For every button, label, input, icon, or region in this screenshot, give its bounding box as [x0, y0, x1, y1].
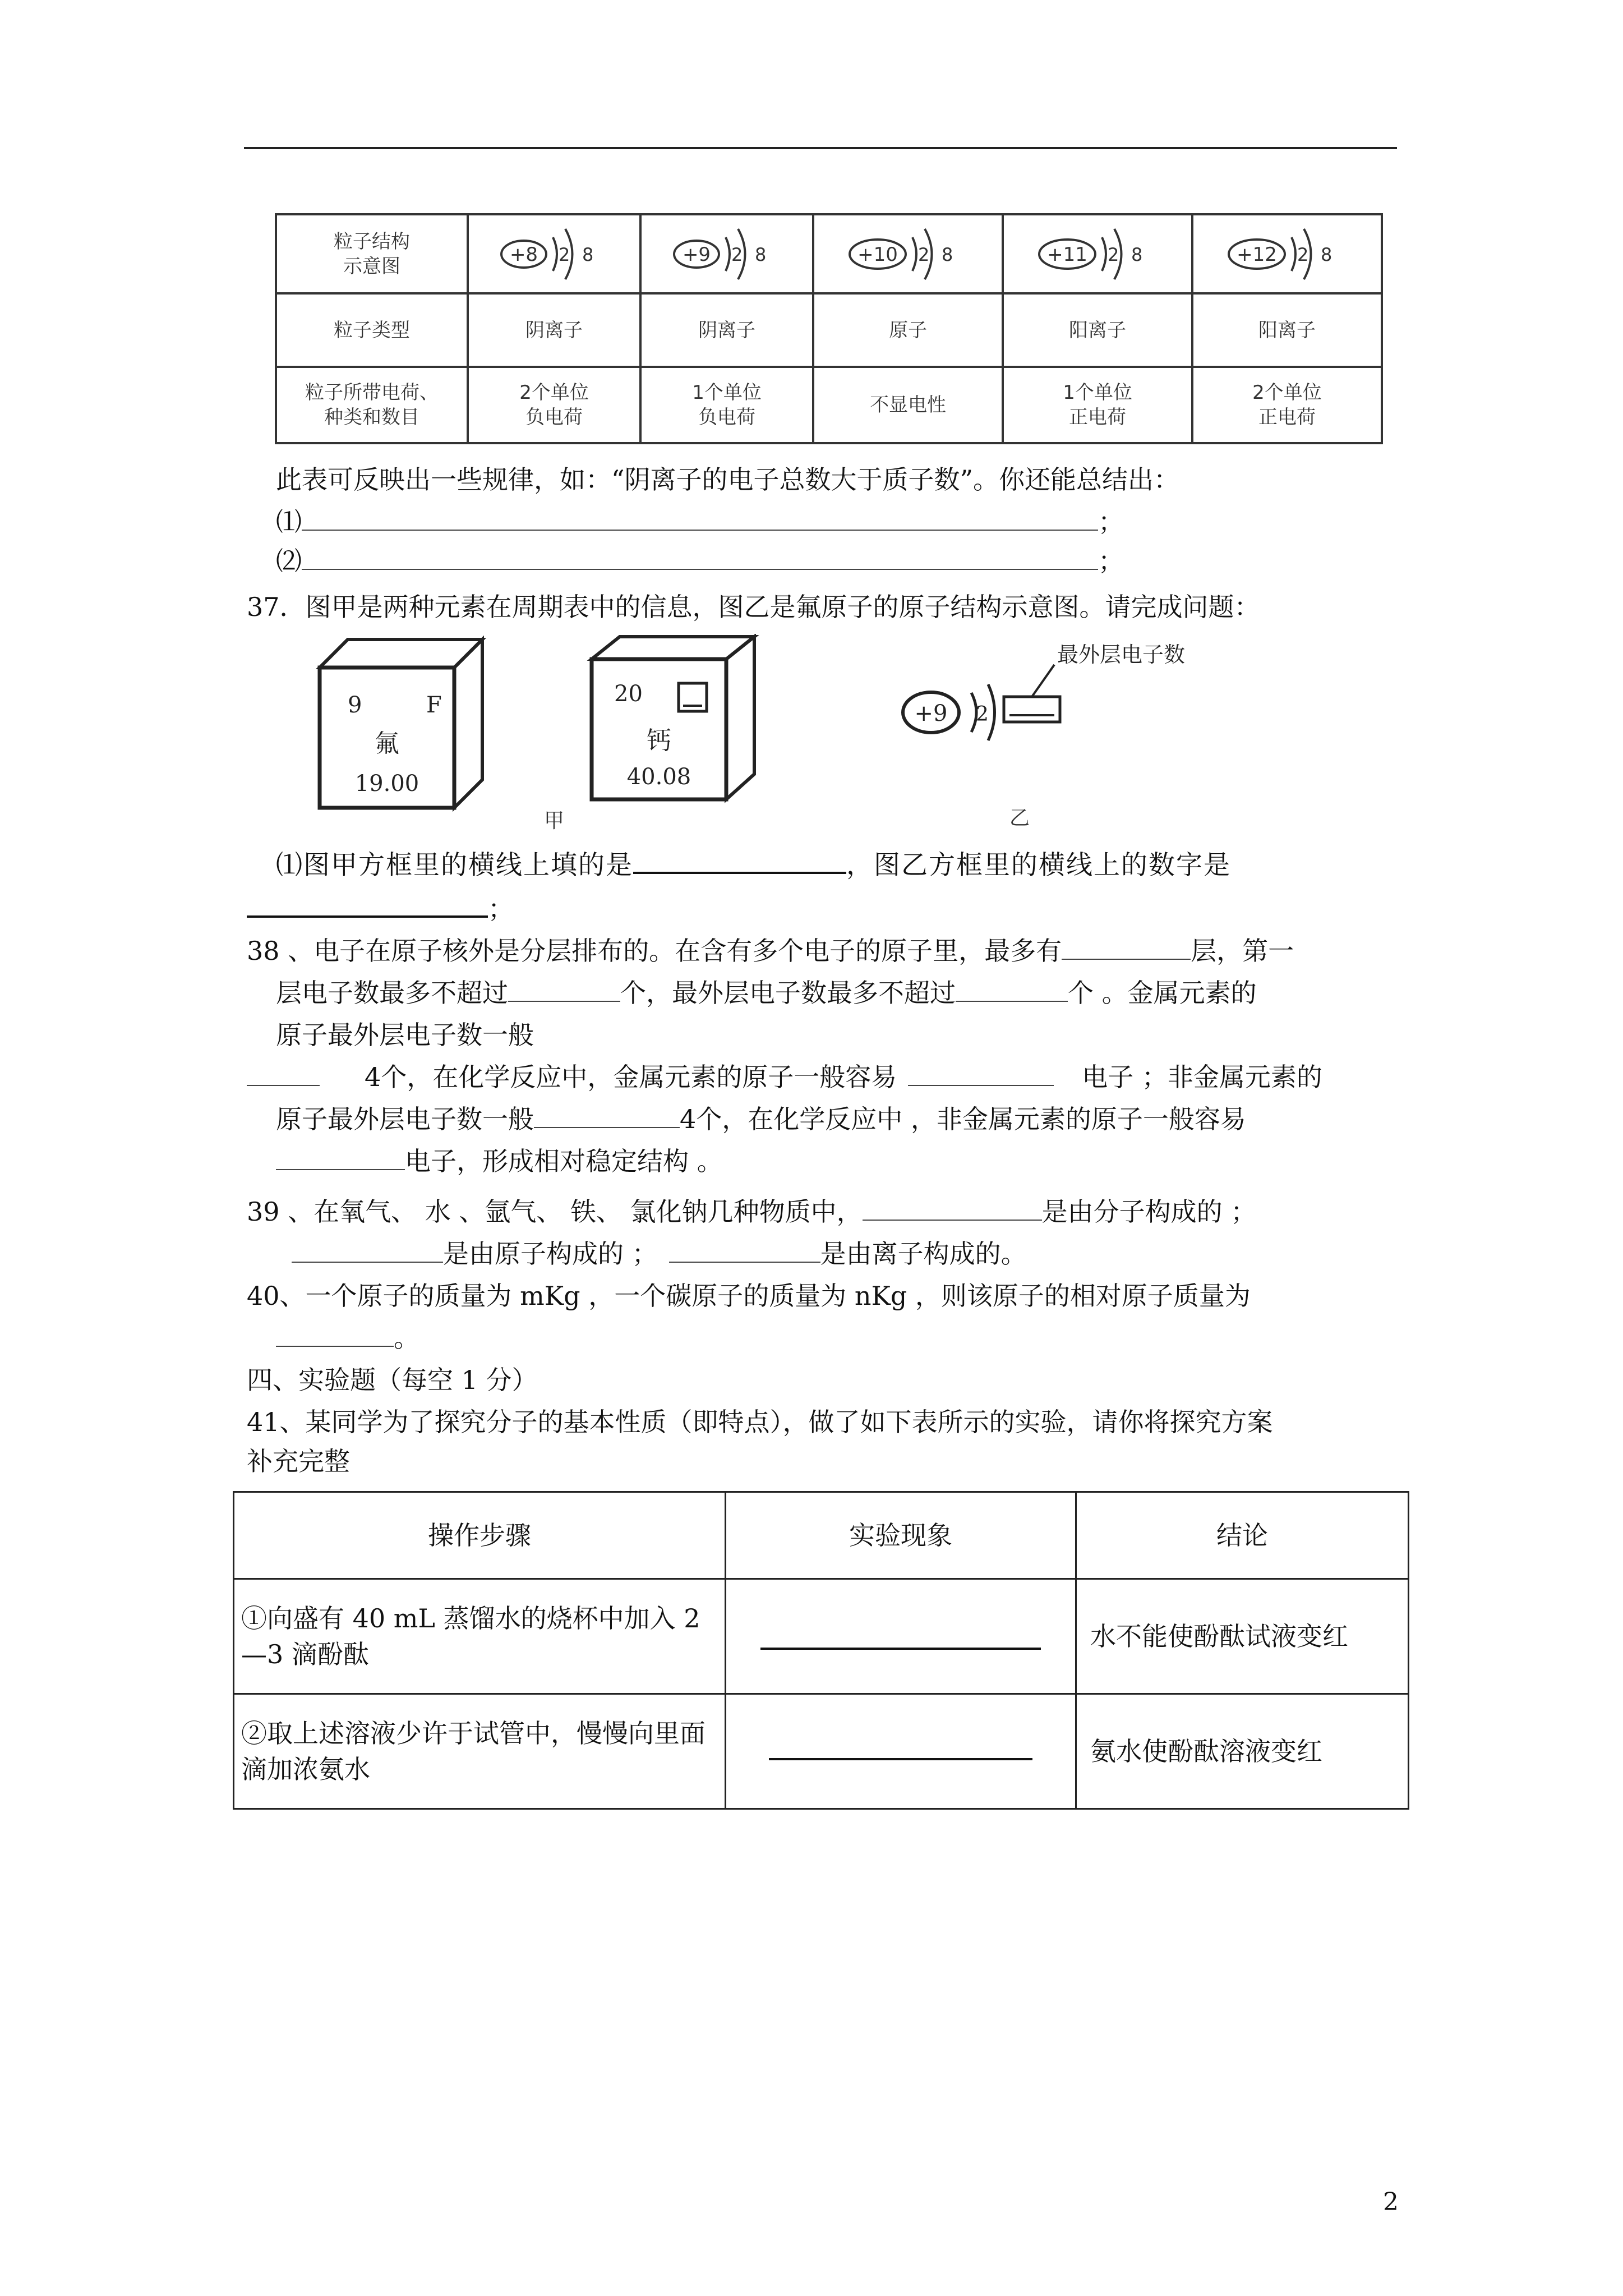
svg-text:8: 8 [755, 243, 767, 265]
q38-blank4[interactable] [247, 1060, 320, 1086]
experiment-table [233, 1491, 1409, 1810]
particle-table [275, 213, 1383, 444]
particle-diagram-4 [1036, 223, 1159, 285]
type-cell: 阳离子 [1192, 293, 1382, 367]
type-cell: 原子 [813, 293, 1003, 367]
svg-text:8: 8 [1321, 243, 1332, 265]
q38-blank3[interactable] [956, 976, 1068, 1002]
row-header-structure: 粒子结构 示意图 [276, 214, 468, 293]
calcium-cell [592, 637, 754, 799]
diagram-cell [813, 214, 1003, 293]
svg-text:2: 2 [976, 703, 989, 726]
svg-text:+12: +12 [1237, 243, 1277, 266]
type-cell: 阳离子 [1003, 293, 1192, 367]
q38-l6: 电子，形成相对稳定结构 。 [405, 1146, 723, 1176]
svg-text:+10: +10 [857, 243, 898, 266]
q36-intro: 此表可反映出一些规律，如：“阴离子的电子总数大于质子数”。你还能总结出： [276, 464, 1180, 495]
header-conclusion: 结论 [1076, 1492, 1409, 1579]
q40-line2 [276, 1321, 419, 1355]
header-rule [244, 147, 1397, 149]
q40-line1: 40、一个原子的质量为 mKg ，一个碳原子的质量为 nKg ，则该原子的相对原子质量为 [247, 1281, 1251, 1311]
step-1: ①向盛有 40 mL 蒸馏水的烧杯中加入 2—3 滴酚酞 [234, 1579, 726, 1694]
svg-text:2: 2 [1108, 243, 1119, 265]
q38-blank7[interactable] [276, 1144, 405, 1170]
svg-text:40.08: 40.08 [626, 764, 691, 790]
svg-text:+8: +8 [509, 243, 538, 266]
particle-diagram-3 [846, 223, 970, 285]
svg-text:19.00: 19.00 [354, 771, 419, 797]
header-steps: 操作步骤 [234, 1492, 726, 1579]
phenomenon-1 [726, 1579, 1076, 1694]
diagram-cell [640, 214, 813, 293]
q38-l1a: 38 、电子在原子核外是分层排布的。在含有多个电子的原子里，最多有 [247, 936, 1062, 966]
q36-item2-label: ⑵ [276, 546, 302, 576]
svg-text:8: 8 [1131, 243, 1143, 265]
q41-line1: 41、某同学为了探究分子的基本性质（即特点），做了如下表所示的实验，请你将探究方案 [247, 1407, 1273, 1437]
q38-line2 [276, 976, 1257, 1010]
q39-l2b: 是由离子构成的。 [820, 1239, 1027, 1269]
q41-line2: 补充完整 [247, 1446, 350, 1476]
outer-shell-label: 最外层电子数 [1057, 642, 1186, 667]
q38-line4 [247, 1060, 1322, 1094]
q38-blank5[interactable] [908, 1060, 1054, 1086]
row-header-type: 粒子类型 [276, 293, 468, 367]
section-4-title: 四、实验题（每空 1 分） [247, 1365, 538, 1395]
phenomenon-blank-2[interactable] [769, 1758, 1032, 1760]
svg-text:+11: +11 [1047, 243, 1087, 266]
svg-text:20: 20 [614, 681, 643, 707]
q38-l4a: 4个，在化学反应中，金属元素的原子一般容易 [365, 1062, 897, 1092]
q36-item1-end: ； [1098, 507, 1124, 537]
svg-text:2: 2 [731, 243, 743, 265]
charge-cell: 1个单位 负电荷 [640, 367, 813, 443]
svg-text:F: F [426, 692, 442, 718]
q38-l1b: 层，第一 [1191, 936, 1294, 966]
q40-l2: 。 [394, 1323, 419, 1353]
q38-line3: 原子最外层电子数一般 [276, 1020, 534, 1050]
svg-text:2: 2 [559, 243, 570, 265]
diagram-cell [468, 214, 640, 293]
q36-blank1[interactable] [302, 505, 1098, 531]
conclusion-2: 氨水使酚酞溶液变红 [1076, 1694, 1409, 1809]
q37-q1-end: ； [488, 894, 514, 924]
particle-diagram-5 [1225, 223, 1349, 285]
svg-text:+9: +9 [683, 243, 711, 266]
q36-item1 [276, 505, 1124, 539]
q39-l1a: 39 、在氧气、 水 、氩气、 铁、 氯化钠几种物质中， [247, 1197, 863, 1227]
fluorine-atom-diagram [903, 642, 1185, 740]
q38-line6 [276, 1144, 723, 1178]
q37-q1-text-a: ⑴图甲方框里的横线上填的是 [276, 850, 633, 881]
fluorine-cell [320, 639, 482, 808]
conclusion-1: 水不能使酚酞试液变红 [1076, 1579, 1409, 1694]
svg-text:2: 2 [1297, 243, 1309, 265]
label-yi: 乙 [1009, 807, 1030, 830]
q36-item2 [276, 544, 1124, 578]
q38-blank1[interactable] [1062, 934, 1191, 960]
q39-line2 [292, 1237, 1027, 1271]
q39-blank3[interactable] [669, 1237, 820, 1263]
particle-diagram-1 [498, 223, 610, 285]
q39-line1 [247, 1195, 1256, 1228]
phenomenon-blank-1[interactable] [760, 1648, 1041, 1650]
svg-text:8: 8 [582, 243, 594, 265]
svg-text:9: 9 [348, 692, 362, 718]
step-2: ②取上述溶液少许于试管中，慢慢向里面滴加浓氨水 [234, 1694, 726, 1809]
svg-text:2: 2 [918, 243, 930, 265]
diagram-cell [1192, 214, 1382, 293]
type-cell: 阴离子 [640, 293, 813, 367]
header-phenomenon: 实验现象 [726, 1492, 1076, 1579]
svg-text:钙: 钙 [647, 726, 671, 755]
q38-l2c: 个 。金属元素的 [1068, 978, 1257, 1008]
charge-cell: 不显电性 [813, 367, 1003, 443]
q37-blank1[interactable] [633, 847, 846, 874]
q37-q1-text-b: ，图乙方框里的横线上的数字是 [846, 850, 1231, 881]
q38-l2b: 个，最外层电子数最多不超过 [620, 978, 956, 1008]
q36-item1-label: ⑴ [276, 507, 302, 537]
q40-blank[interactable] [276, 1321, 394, 1347]
q38-l4b: 电子 ；非金属元素的 [1082, 1062, 1322, 1092]
q38-line5 [276, 1102, 1246, 1136]
type-cell: 阴离子 [468, 293, 640, 367]
row-header-charge: 粒子所带电荷、 种类和数目 [276, 367, 468, 443]
q38-line1 [247, 934, 1294, 968]
phenomenon-2 [726, 1694, 1076, 1809]
q38-l5a: 原子最外层电子数一般 [276, 1104, 534, 1134]
q37-q1-line [276, 847, 1231, 882]
page-number: 2 [1383, 2188, 1399, 2216]
particle-diagram-2 [671, 223, 783, 285]
q39-l2a: 是由原子构成的 ； [443, 1239, 658, 1269]
charge-cell: 2个单位 正电荷 [1192, 367, 1382, 443]
q39-blank1[interactable] [863, 1195, 1042, 1221]
q38-l2a: 层电子数最多不超过 [276, 978, 508, 1008]
svg-text:8: 8 [942, 243, 953, 265]
svg-text:+9: +9 [914, 701, 948, 726]
diagram-cell [1003, 214, 1192, 293]
q39-l1b: 是由分子构成的 ； [1041, 1197, 1257, 1227]
q38-l5b: 4个，在化学反应中 ，非金属元素的原子一般容易 [680, 1104, 1246, 1134]
q37-figure [280, 634, 1318, 836]
charge-cell: 2个单位 负电荷 [468, 367, 640, 443]
svg-text:氟: 氟 [375, 729, 399, 758]
label-jia: 甲 [544, 809, 565, 832]
q38-blank2[interactable] [508, 976, 620, 1002]
charge-cell: 1个单位 正电荷 [1003, 367, 1192, 443]
q37-stem: 37．图甲是两种元素在周期表中的信息，图乙是氟原子的原子结构示意图。请完成问题： [247, 592, 1260, 622]
q39-blank2[interactable] [292, 1237, 443, 1263]
q36-blank2[interactable] [302, 544, 1098, 570]
q37-q1-line2 [247, 891, 514, 926]
q38-blank6[interactable] [534, 1102, 680, 1128]
q37-blank2[interactable] [247, 891, 488, 918]
q36-item2-end: ； [1098, 546, 1124, 576]
